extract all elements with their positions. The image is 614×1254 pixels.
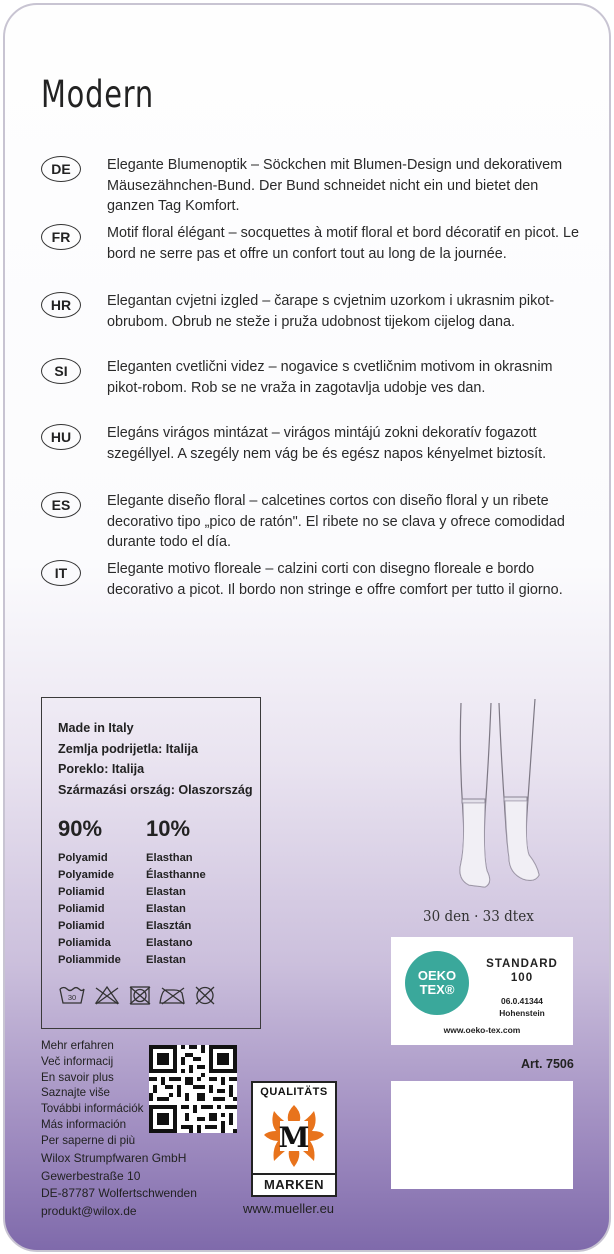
more-info-line: Más información [41,1117,127,1131]
lang-badge-de: DE [41,156,81,182]
material-name: Poliamid [58,886,105,898]
material-name: Elastan [146,954,186,966]
blank-label-area [391,1081,573,1189]
material-name: Elasztán [146,920,192,932]
material-name: Élasthanne [146,869,206,881]
oeko-code: 06.0.41344 [501,996,543,1006]
oeko-cert [479,995,565,1019]
elastane-percent: 10% [146,816,191,841]
no-bleach-icon [96,987,118,1004]
mueller-url[interactable]: www.mueller.eu [243,1201,335,1216]
lang-text-si: Eleganten cvetlični videz – nogavice s cvetličnim motivom in okrasnim pikot-robom. Rob se ne vraža in zagotavlja udobje ves dan. [107,359,553,396]
origin-line: Származási ország: Olaszország [58,782,253,797]
qr-code-icon[interactable] [149,1045,237,1133]
oeko-tex-label [391,937,573,1045]
material-name: Polyamid [58,852,108,864]
origin-list [58,718,253,800]
company-address [41,1150,197,1220]
mueller-quality-logo [251,1081,337,1197]
lang-text-hu: Elegáns virágos mintázat – virágos mintájú zokni dekoratív fogazott szegéllyel. A szegély nem vág be és egész napos kényelmet biztosít. [107,425,547,462]
lang-text-es: Elegante diseño floral – calcetines cortos con diseño floral y un ribete decorativo tipo „pico de ratón". El ribete no se clava y ofrece comodidad durante todo el día. [107,493,565,550]
no-iron-icon [160,988,184,1004]
standard-number: 100 [510,972,534,984]
origin-line: Zemlja podrijetla: Italija [58,741,198,756]
density-label: 30 den · 33 dtex [423,907,534,925]
lang-text-hr: Elegantan cvjetni izgled – čarape s cvjetnim uzorkom i ukrasnim pikot-obrubom. Obrub ne steže i pruža udobnost tijekom cijelog dana. [107,293,555,330]
origin-line: Made in Italy [58,721,134,735]
more-info-line: További információk [41,1102,144,1116]
packaging-card [3,3,611,1252]
contact-email[interactable]: produkt@wilox.de [41,1203,137,1218]
polyamide-names [58,850,121,969]
material-name: Poliamid [58,920,105,932]
oeko-tex-logo [405,951,469,1015]
material-name: Elastan [146,886,186,898]
more-info-list [41,1038,143,1149]
material-name: Poliammide [58,954,121,966]
more-info-line: En savoir plus [41,1070,114,1084]
address-line: Gewerbestraße 10 [41,1168,141,1183]
material-name: Elastan [146,903,186,915]
address-line: Wilox Strumpfwaren GmbH [41,1151,187,1165]
lang-badge-fr: FR [41,224,81,250]
no-tumble-dry-icon [130,987,150,1004]
lang-badge-it: IT [41,560,81,586]
lang-text-fr: Motif floral élégant – socquettes à motif floral et bord décoratif en picot. Le bord ne serre pas et offre un confort tout au long de la journée. [107,225,579,262]
lang-badge-hr: HR [41,292,81,318]
no-dry-clean-icon [196,987,214,1004]
m-logo-icon [262,1103,326,1169]
origin-line: Poreklo: Italija [58,762,145,776]
lang-badge-si: SI [41,358,81,384]
material-name: Elasthan [146,852,193,864]
standard-label: STANDARD [486,958,558,970]
polyamide-percent: 90% [58,816,103,841]
m-letter: M [278,1121,310,1154]
oeko-url: www.oeko-tex.com [443,1025,521,1035]
label-info-box [41,697,261,1029]
lang-text-it: Elegante motivo floreale – calzini corti con disegno floreale e bordo decorativo a picot. Il bordo non stringe e offre comfort per tutto il giorno. [107,561,563,598]
lang-text-de: Elegante Blumenoptik – Söckchen mit Blumen-Design und dekorativem Mäusezähnchen-Bund. Der Bund schneidet nicht ein und bietet den ganzen Tag Komfort. [107,157,563,214]
care-symbols [58,984,226,1006]
address-line: DE-87787 Wolfertschwenden [41,1186,197,1200]
legs-illustration [439,695,549,895]
material-name: Poliamida [58,937,111,949]
quality-bottom-text: MARKEN [253,1173,335,1195]
more-info-line: Per saperne di più [41,1133,136,1147]
material-name: Poliamid [58,903,105,915]
elastane-names [146,850,206,969]
lang-badge-hu: HU [41,424,81,450]
tex-word: TEX® [419,982,455,997]
oeko-institute: Hohenstein [499,1008,545,1018]
product-title: Modern [41,73,154,116]
more-info-line: Mehr erfahren [41,1039,114,1052]
more-info-line: Saznajte više [41,1086,110,1100]
oeko-standard [479,957,565,985]
article-number: Art. 7506 [521,1057,574,1071]
quality-top-text: QUALITÄTS [260,1086,328,1098]
material-name: Elastano [146,937,193,949]
oeko-word: OEKO [417,968,457,983]
wash-30-icon [60,988,84,1004]
wash-temp-label: 30 [67,993,77,1002]
more-info-line: Več informacij [41,1054,114,1068]
lang-badge-es: ES [41,492,81,518]
material-name: Polyamide [58,869,114,881]
